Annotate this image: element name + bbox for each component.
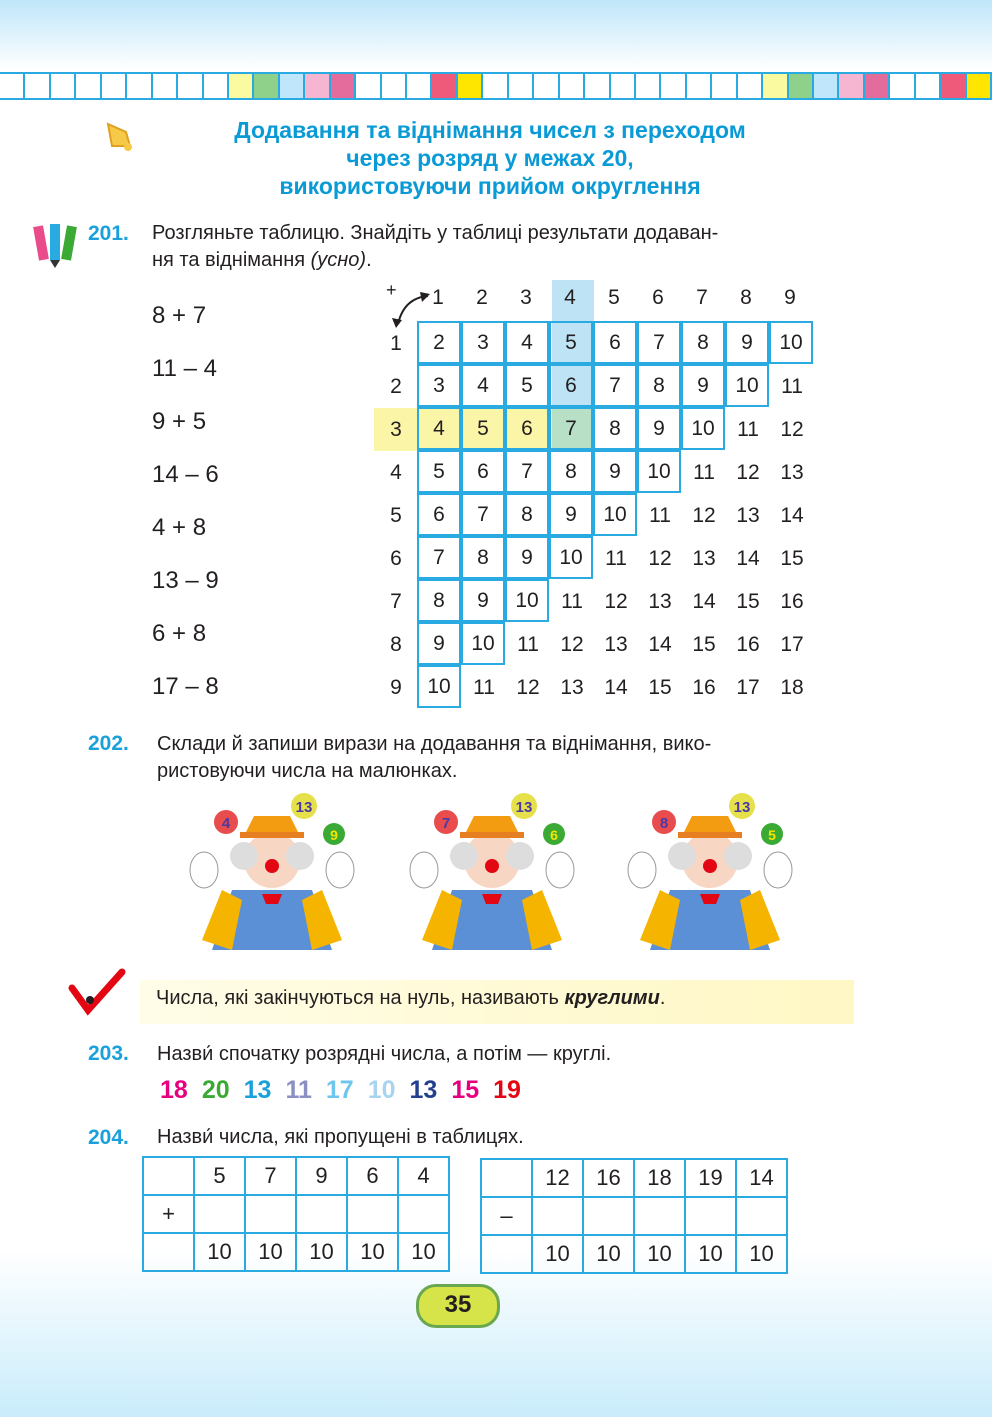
table-cell: 10: [725, 364, 769, 407]
table-cell: 8: [505, 493, 549, 536]
table-cell: 5: [194, 1157, 245, 1195]
table-cell: 5: [549, 321, 593, 364]
table-cell: 9: [593, 450, 637, 493]
svg-text:5: 5: [768, 827, 776, 843]
colored-number: 13: [409, 1076, 438, 1104]
table-cell: 9: [549, 493, 593, 536]
table-cell: 10: [296, 1233, 347, 1271]
table-cell: 12: [780, 417, 804, 441]
table-cell: 10: [461, 622, 505, 665]
table-cell: 7: [637, 321, 681, 364]
task-text: Назви́ спочатку розрядні числа, а потім — круглі.: [157, 1043, 612, 1065]
task-text: Розгляньте таблицю. Знайдіть у таблиці результати додаван- ня та віднімання (усно).: [152, 222, 719, 271]
row-header: 5: [390, 503, 402, 527]
expression: 11 – 4: [152, 355, 217, 382]
table-cell: 17: [780, 632, 804, 656]
table-cell: [194, 1195, 245, 1233]
task-number: 203.: [88, 1042, 129, 1065]
task-number: 204.: [88, 1126, 129, 1149]
plus-sign: +: [386, 280, 397, 300]
table-cell: [245, 1195, 296, 1233]
table-cell: [398, 1195, 449, 1233]
row-header: 9: [390, 675, 402, 699]
table-cell: 6: [347, 1157, 398, 1195]
table-cell: [296, 1195, 347, 1233]
column-header: 3: [520, 286, 532, 309]
table-cell: 10: [637, 450, 681, 493]
table-cell: 15: [736, 589, 760, 613]
svg-text:6: 6: [550, 827, 558, 843]
task-text: Назви́ числа, які пропущені в таблицях.: [157, 1126, 524, 1148]
table-cell: 14: [736, 546, 760, 570]
expression: 13 – 9: [152, 567, 219, 594]
table-cell: 10: [398, 1233, 449, 1271]
table-cell: 16: [780, 589, 804, 613]
bell-icon: [102, 118, 136, 152]
section-title: Додавання та віднімання чисел з переходом через розряд у межах 20, використовуючи прийом округлення: [234, 117, 746, 199]
table-cell: 12: [736, 460, 760, 484]
table-cell: 7: [417, 536, 461, 579]
table-cell: [143, 1157, 194, 1195]
table-cell: 15: [780, 546, 804, 570]
addition-fill-table: [142, 1156, 450, 1272]
table-cell: 14: [736, 1159, 787, 1197]
table-cell: 13: [648, 589, 672, 613]
table-cell: 10: [593, 493, 637, 536]
table-cell: 11: [605, 546, 627, 570]
table-cell: 10: [681, 407, 725, 450]
table-cell: 9: [637, 407, 681, 450]
table-cell: [532, 1197, 583, 1235]
table-cell: +: [143, 1195, 194, 1233]
column-header: 1: [432, 286, 444, 309]
table-cell: [347, 1195, 398, 1233]
colored-number: 13: [243, 1076, 272, 1104]
table-cell: 10: [736, 1235, 787, 1273]
table-cell: 9: [296, 1157, 347, 1195]
table-cell: 4: [417, 407, 461, 450]
expression: 6 + 8: [152, 620, 207, 647]
table-cell: 13: [780, 460, 804, 484]
row-header: 3: [390, 417, 402, 441]
table-cell: 9: [681, 364, 725, 407]
table-cell: 5: [417, 450, 461, 493]
table-cell: [481, 1159, 532, 1197]
table-cell: 18: [634, 1159, 685, 1197]
colored-number: 11: [285, 1076, 312, 1104]
table-cell: 6: [461, 450, 505, 493]
task-number: 201.: [88, 222, 129, 245]
table-cell: 19: [685, 1159, 736, 1197]
table-cell: [736, 1197, 787, 1235]
table-cell: 10: [347, 1233, 398, 1271]
table-cell: 16: [736, 632, 760, 656]
table-cell: 10: [549, 536, 593, 579]
task-text: Склади й запиши вирази на додавання та віднімання, вико- ристовуючи числа на малюнках.: [157, 733, 712, 782]
column-header: 2: [476, 286, 488, 309]
table-cell: 13: [736, 503, 760, 527]
table-cell: 11: [473, 675, 495, 699]
table-cell: 9: [505, 536, 549, 579]
table-cell: 13: [604, 632, 628, 656]
table-cell: [481, 1235, 532, 1273]
table-cell: 9: [417, 622, 461, 665]
svg-text:9: 9: [330, 827, 338, 843]
table-cell: 10: [245, 1233, 296, 1271]
table-cell: 11: [649, 503, 671, 527]
number-line: [160, 1076, 535, 1105]
table-cell: 4: [461, 364, 505, 407]
table-cell: 14: [780, 503, 804, 527]
table-cell: 10: [685, 1235, 736, 1273]
table-cell: 2: [417, 321, 461, 364]
colored-number: 20: [201, 1076, 230, 1104]
row-header: 8: [390, 632, 402, 656]
table-cell: 12: [648, 546, 672, 570]
table-cell: 10: [769, 321, 813, 364]
pencils-icon: [32, 220, 84, 270]
table-cell: –: [481, 1197, 532, 1235]
table-cell: 6: [593, 321, 637, 364]
table-cell: 3: [461, 321, 505, 364]
table-cell: 6: [549, 364, 593, 407]
table-cell: 13: [560, 675, 584, 699]
table-cell: 10: [634, 1235, 685, 1273]
table-cell: 12: [692, 503, 716, 527]
table-cell: [143, 1233, 194, 1271]
svg-text:13: 13: [515, 799, 533, 816]
expression: 8 + 7: [152, 302, 207, 329]
table-cell: 4: [505, 321, 549, 364]
task-number: 202.: [88, 732, 129, 755]
table-cell: 11: [693, 460, 715, 484]
clown-illustration: [620, 790, 800, 950]
clown-illustration: [402, 790, 582, 950]
table-cell: 14: [604, 675, 628, 699]
table-cell: 5: [461, 407, 505, 450]
table-cell: 12: [532, 1159, 583, 1197]
column-header: 6: [652, 286, 664, 309]
row-header: 2: [390, 374, 402, 398]
table-cell: 6: [417, 493, 461, 536]
row-header: 7: [390, 589, 402, 613]
table-cell: 3: [417, 364, 461, 407]
table-cell: 8: [681, 321, 725, 364]
column-header: 5: [608, 286, 620, 309]
table-cell: 4: [398, 1157, 449, 1195]
row-header: 6: [390, 546, 402, 570]
table-cell: 8: [549, 450, 593, 493]
table-cell: 8: [417, 579, 461, 622]
table-cell: 10: [417, 665, 461, 708]
svg-text:13: 13: [733, 799, 751, 816]
svg-text:13: 13: [295, 799, 313, 816]
expression: 14 – 6: [152, 461, 219, 488]
table-cell: 12: [604, 589, 628, 613]
colored-number: 18: [160, 1076, 188, 1104]
table-cell: 5: [505, 364, 549, 407]
table-cell: 10: [583, 1235, 634, 1273]
colored-number: 17: [325, 1076, 354, 1104]
table-cell: 7: [245, 1157, 296, 1195]
clown-illustration: [182, 790, 362, 950]
subtraction-fill-table: [480, 1158, 788, 1274]
table-cell: [685, 1197, 736, 1235]
table-cell: 15: [692, 632, 716, 656]
expression: 9 + 5: [152, 408, 207, 435]
colored-number: 15: [451, 1076, 480, 1104]
table-cell: 13: [692, 546, 716, 570]
svg-text:4: 4: [221, 815, 231, 832]
column-header: 4: [564, 286, 576, 309]
table-cell: 18: [780, 675, 804, 699]
table-cell: 11: [781, 374, 803, 398]
table-cell: 8: [461, 536, 505, 579]
expression: 4 + 8: [152, 514, 207, 541]
column-header: 9: [784, 286, 796, 309]
table-cell: [583, 1197, 634, 1235]
table-cell: 10: [194, 1233, 245, 1271]
table-cell: [634, 1197, 685, 1235]
table-cell: 10: [532, 1235, 583, 1273]
table-cell: 7: [461, 493, 505, 536]
colored-number: 10: [367, 1076, 396, 1104]
page-number: 35: [416, 1284, 500, 1328]
table-cell: 7: [549, 407, 593, 450]
column-header: 7: [696, 286, 708, 309]
expression: 17 – 8: [152, 673, 219, 700]
table-cell: 16: [692, 675, 716, 699]
svg-text:7: 7: [441, 815, 451, 832]
table-cell: 8: [593, 407, 637, 450]
table-cell: 7: [505, 450, 549, 493]
column-header: 8: [740, 286, 752, 309]
row-header: 1: [390, 331, 402, 355]
table-cell: 15: [648, 675, 672, 699]
colored-number: 19: [493, 1076, 521, 1104]
table-cell: 14: [692, 589, 716, 613]
table-cell: 11: [737, 417, 759, 441]
table-cell: 11: [517, 632, 539, 656]
table-cell: 6: [505, 407, 549, 450]
table-cell: 7: [593, 364, 637, 407]
table-cell: 12: [516, 675, 540, 699]
table-cell: 8: [637, 364, 681, 407]
decorative-strip: [0, 72, 992, 100]
table-cell: 14: [648, 632, 672, 656]
table-cell: 12: [560, 632, 584, 656]
table-cell: 9: [725, 321, 769, 364]
svg-text:8: 8: [659, 815, 669, 832]
row-header: 4: [390, 460, 402, 484]
checkmark-icon: [66, 966, 128, 1020]
table-cell: 16: [583, 1159, 634, 1197]
table-cell: 17: [736, 675, 760, 699]
table-cell: 9: [461, 579, 505, 622]
table-cell: 11: [561, 589, 583, 613]
table-cell: 10: [505, 579, 549, 622]
rule-box: Числа, які закінчуються на нуль, називають круглими.: [140, 980, 854, 1024]
